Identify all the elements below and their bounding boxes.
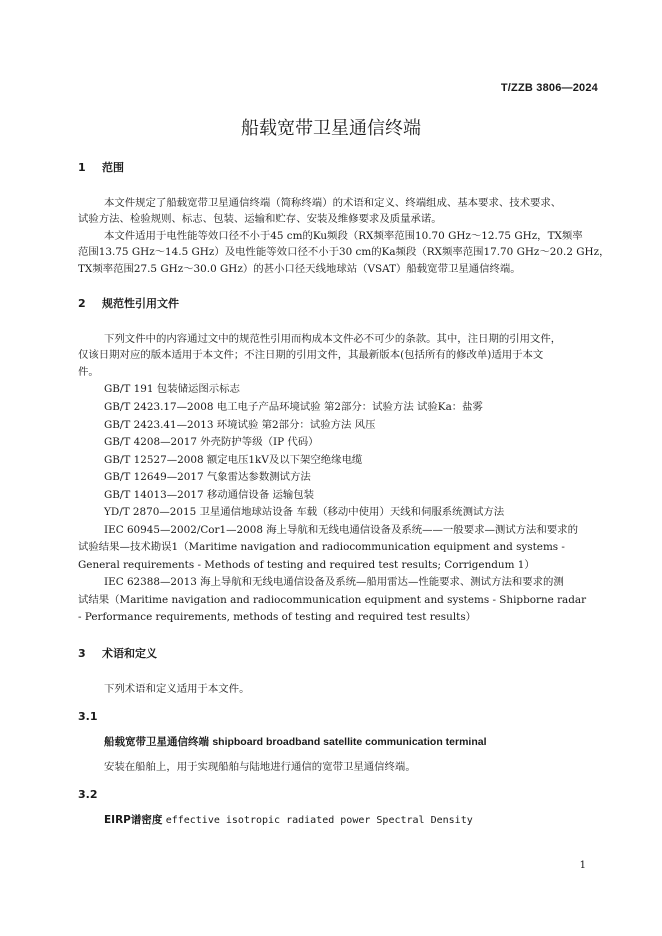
section-title: 规范性引用文件 — [102, 297, 179, 310]
section-number: 1 — [78, 161, 86, 174]
section-number: 3 — [78, 647, 86, 660]
section-heading-normative — [78, 298, 179, 309]
reference-item: - Performance requirements, methods of testing and required test results） — [78, 611, 477, 623]
paragraph-line: 范围13.75 GHz～14.5 GHz）及电性能等效口径不小于30 cm的Ka频段（RX频率范围17.70 GHz～20.2 GHz， — [78, 246, 610, 258]
reference-item: GB/T 191 包装储运图示标志 — [104, 383, 240, 395]
term-en: shipboard broadband satellite communication terminal — [212, 736, 487, 748]
reference-item: YD/T 2870—2015 卫星通信地球站设备 车载（移动中使用）天线和伺服系统测试方法 — [104, 506, 505, 518]
paragraph-line: TX频率范围27.5 GHz～30.0 GHz）的甚小口径天线地球站（VSAT）船载宽带卫星通信终端。 — [78, 263, 521, 275]
reference-item: IEC 62388—2013 海上导航和无线电通信设备及系统—船用雷达—性能要求、测试方法和要求的测 — [104, 576, 564, 588]
term-cn: EIRP谱密度 — [104, 814, 163, 826]
term-en: effective isotropic radiated power Spectral Density — [165, 815, 473, 826]
reference-item: General requirements - Methods of testing and required test results; Corrigendum 1） — [78, 559, 535, 571]
term-cn: 船载宽带卫星通信终端 — [104, 736, 209, 748]
section-heading-terms — [78, 648, 157, 659]
reference-item: GB/T 2423.41—2013 环境试验 第2部分：试验方法 风压 — [104, 419, 376, 431]
section-title: 术语和定义 — [102, 647, 157, 660]
section-number: 2 — [78, 297, 86, 310]
term-entry — [104, 737, 487, 748]
paragraph-line: 下列术语和定义适用于本文件。 — [104, 683, 250, 695]
reference-item: 试结果（Maritime navigation and radiocommunication equipment and systems - Shipborne radar — [78, 594, 587, 606]
term-entry — [104, 815, 473, 826]
reference-item: GB/T 14013—2017 移动通信设备 运输包装 — [104, 489, 315, 501]
paragraph-line: 仅该日期对应的版本适用于本文件；不注日期的引用文件，其最新版本(包括所有的修改单)适用于本文 — [78, 349, 544, 361]
section-heading-scope — [78, 162, 124, 173]
reference-item: 试验结果—技术勘误1（Maritime navigation and radiocommunication equipment and systems - — [78, 541, 565, 553]
section-title: 范围 — [102, 161, 124, 174]
paragraph-line: 本文件规定了船载宽带卫星通信终端（简称终端）的术语和定义、终端组成、基本要求、技术要求、 — [104, 197, 562, 209]
reference-item: IEC 60945—2002/Cor1—2008 海上导航和无线电通信设备及系统——一般要求—测试方法和要求的 — [104, 524, 578, 536]
paragraph-line: 本文件适用于电性能等效口径不小于45 cm的Ku频段（RX频率范围10.70 GHz～12.75 GHz，TX频率 — [104, 230, 583, 242]
standard-code: T/ZZB 3806—2024 — [500, 82, 598, 94]
paragraph-line: 件。 — [78, 366, 99, 378]
document-title: 船载宽带卫星通信终端 — [241, 118, 421, 139]
term-definition: 安装在船舶上，用于实现船舶与陆地进行通信的宽带卫星通信终端。 — [104, 761, 416, 773]
reference-item: GB/T 12527—2008 额定电压1kV及以下架空绝缘电缆 — [104, 454, 363, 466]
reference-item: GB/T 4208—2017 外壳防护等级（IP 代码） — [104, 436, 319, 448]
page-number: 1 — [579, 860, 586, 871]
reference-item: GB/T 12649—2017 气象雷达参数测试方法 — [104, 471, 311, 483]
paragraph-line: 下列文件中的内容通过文中的规范性引用而构成本文件必不可少的条款。其中，注日期的引用文件， — [104, 333, 562, 345]
term-number: 3.2 — [78, 788, 98, 801]
reference-item: GB/T 2423.17—2008 电工电子产品环境试验 第2部分：试验方法 试验Ka：盐雾 — [104, 401, 483, 413]
term-number: 3.1 — [78, 710, 98, 723]
paragraph-line: 试验方法、检验规则、标志、包装、运输和贮存、安装及维修要求及质量承诺。 — [78, 213, 442, 225]
